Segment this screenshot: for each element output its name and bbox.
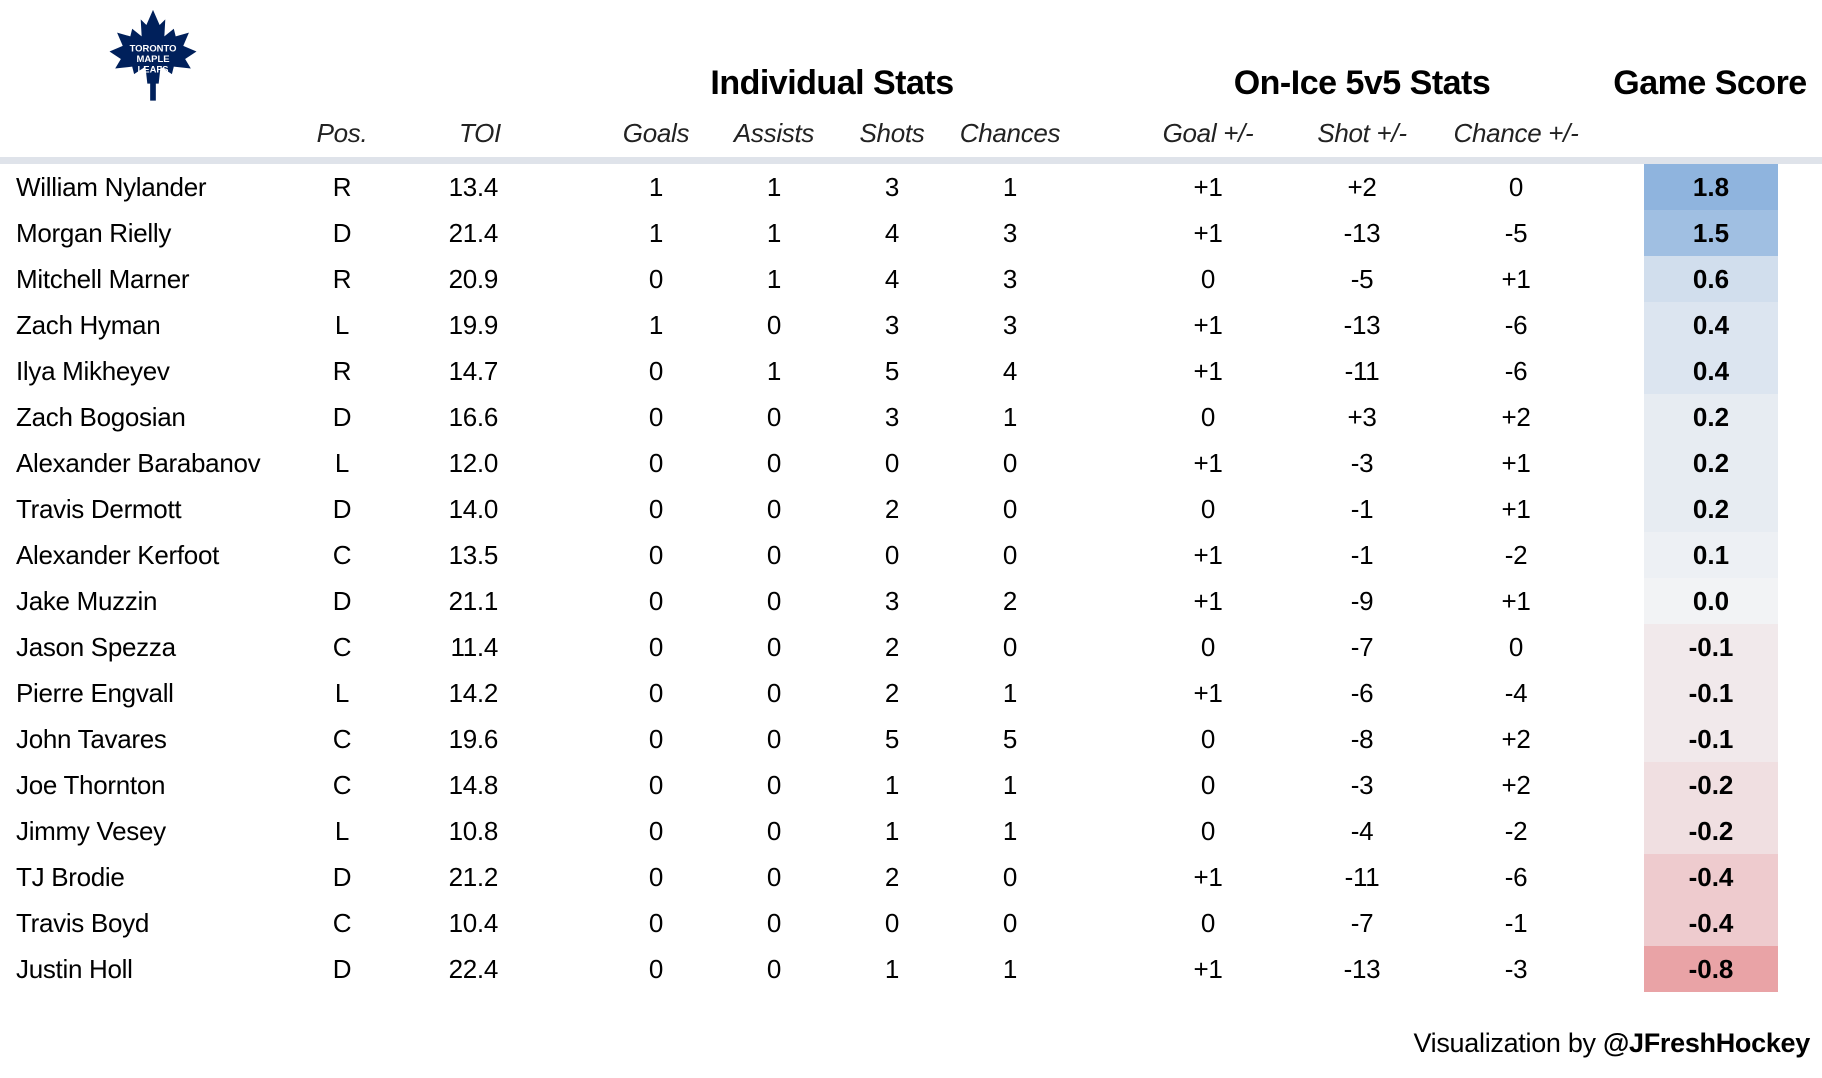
cell-name: Ilya Mikheyev — [16, 356, 170, 386]
cell-toi: 11.4 — [450, 632, 498, 662]
table-row — [0, 716, 1822, 762]
cell-chance-pm: -1 — [1504, 908, 1528, 938]
credit-line — [1413, 1028, 1810, 1059]
cell-toi: 20.9 — [448, 264, 498, 294]
cell-shot-pm: -13 — [1343, 218, 1381, 248]
cell-toi: 16.6 — [448, 402, 498, 432]
cell-pos: D — [332, 402, 352, 432]
cell-chance-pm: +1 — [1501, 494, 1531, 524]
cell-goals: 0 — [648, 954, 664, 984]
game-score-cell: 0.2 — [1644, 440, 1778, 486]
cell-pos: R — [332, 356, 352, 386]
cell-name: William Nylander — [16, 172, 207, 202]
cell-name: Mitchell Marner — [16, 264, 190, 294]
cell-chance-pm: -6 — [1504, 310, 1528, 340]
table-row — [0, 256, 1822, 302]
cell-goals: 0 — [648, 678, 664, 708]
cell-goals: 0 — [648, 264, 664, 294]
cell-shot-pm: -13 — [1343, 954, 1381, 984]
cell-chance-pm: -4 — [1504, 678, 1528, 708]
cell-shots: 2 — [884, 862, 900, 892]
cell-name: Joe Thornton — [16, 770, 166, 800]
cell-goals: 0 — [648, 540, 664, 570]
col-header-chances: Chances — [959, 118, 1061, 148]
cell-toi: 19.9 — [448, 310, 498, 340]
cell-name: Travis Dermott — [16, 494, 182, 524]
cell-goal-pm: +1 — [1193, 310, 1223, 340]
cell-name: Travis Boyd — [16, 908, 149, 938]
on-ice-stats-header: On-Ice 5v5 Stats — [1233, 64, 1491, 102]
cell-name: Justin Holl — [16, 954, 133, 984]
cell-chances: 1 — [1002, 770, 1018, 800]
cell-chance-pm: -3 — [1504, 954, 1528, 984]
cell-chances: 3 — [1002, 218, 1018, 248]
table-row — [0, 210, 1822, 256]
cell-shots: 3 — [884, 402, 900, 432]
cell-pos: C — [332, 908, 352, 938]
cell-chances: 1 — [1002, 402, 1018, 432]
cell-chances: 3 — [1002, 264, 1018, 294]
cell-goal-pm: +1 — [1193, 678, 1223, 708]
table-row — [0, 532, 1822, 578]
cell-toi: 14.2 — [448, 678, 498, 708]
header-divider — [0, 157, 1822, 164]
cell-assists: 1 — [766, 264, 782, 294]
cell-goal-pm: +1 — [1193, 586, 1223, 616]
cell-assists: 0 — [766, 494, 782, 524]
game-score-cell: 0.1 — [1644, 532, 1778, 578]
cell-chances: 1 — [1002, 678, 1018, 708]
cell-name: TJ Brodie — [16, 862, 125, 892]
game-score-cell: -0.4 — [1644, 854, 1778, 900]
cell-assists: 0 — [766, 908, 782, 938]
cell-shots: 0 — [884, 540, 900, 570]
cell-assists: 0 — [766, 310, 782, 340]
cell-goals: 0 — [648, 724, 664, 754]
cell-assists: 0 — [766, 402, 782, 432]
cell-assists: 0 — [766, 678, 782, 708]
cell-name: Alexander Kerfoot — [16, 540, 220, 570]
cell-assists: 0 — [766, 448, 782, 478]
game-score-cell: 0.2 — [1644, 486, 1778, 532]
cell-toi: 13.4 — [448, 172, 498, 202]
cell-pos: D — [332, 218, 352, 248]
individual-stats-header: Individual Stats — [710, 64, 954, 102]
game-score-header: Game Score — [1613, 64, 1807, 102]
cell-chances: 5 — [1002, 724, 1018, 754]
cell-goal-pm: 0 — [1200, 816, 1216, 846]
cell-toi: 14.7 — [448, 356, 498, 386]
cell-shot-pm: -7 — [1350, 908, 1374, 938]
cell-pos: R — [332, 172, 352, 202]
cell-goals: 1 — [648, 218, 664, 248]
cell-name: Jimmy Vesey — [16, 816, 166, 846]
cell-shots: 5 — [884, 356, 900, 386]
cell-name: Jake Muzzin — [16, 586, 158, 616]
table-row — [0, 624, 1822, 670]
cell-goals: 0 — [648, 862, 664, 892]
cell-chance-pm: -5 — [1504, 218, 1528, 248]
cell-goal-pm: 0 — [1200, 770, 1216, 800]
cell-assists: 0 — [766, 540, 782, 570]
cell-chance-pm: +1 — [1501, 264, 1531, 294]
cell-goal-pm: +1 — [1193, 172, 1223, 202]
table-row — [0, 302, 1822, 348]
cell-name: Alexander Barabanov — [16, 448, 261, 478]
cell-toi: 10.8 — [448, 816, 498, 846]
cell-goal-pm: 0 — [1200, 908, 1216, 938]
cell-shots: 0 — [884, 908, 900, 938]
col-header-shots: Shots — [859, 118, 925, 148]
cell-chances: 0 — [1002, 862, 1018, 892]
credit-handle: @JFreshHockey — [1602, 1028, 1810, 1058]
cell-goals: 0 — [648, 494, 664, 524]
cell-shot-pm: -3 — [1350, 448, 1374, 478]
cell-toi: 14.8 — [448, 770, 498, 800]
game-score-cell: -0.1 — [1644, 716, 1778, 762]
table-row — [0, 394, 1822, 440]
game-score-cell: 1.8 — [1644, 164, 1778, 210]
table-row — [0, 486, 1822, 532]
game-score-cell: -0.1 — [1644, 624, 1778, 670]
cell-shot-pm: -7 — [1350, 632, 1374, 662]
table-row — [0, 900, 1822, 946]
cell-goals: 0 — [648, 402, 664, 432]
game-score-cell: 1.5 — [1644, 210, 1778, 256]
col-header-toi: TOI — [459, 118, 501, 148]
cell-shots: 2 — [884, 632, 900, 662]
cell-assists: 0 — [766, 954, 782, 984]
cell-chance-pm: +2 — [1501, 724, 1531, 754]
cell-pos: R — [332, 264, 352, 294]
cell-chances: 4 — [1002, 356, 1018, 386]
player-table — [0, 164, 1822, 992]
cell-goal-pm: 0 — [1200, 632, 1216, 662]
game-score-cell: 0.0 — [1644, 578, 1778, 624]
cell-shot-pm: -13 — [1343, 310, 1381, 340]
cell-goal-pm: +1 — [1193, 540, 1223, 570]
cell-goals: 0 — [648, 448, 664, 478]
cell-shots: 3 — [884, 172, 900, 202]
cell-shot-pm: -4 — [1350, 816, 1374, 846]
cell-name: Jason Spezza — [16, 632, 176, 662]
table-row — [0, 578, 1822, 624]
cell-pos: D — [332, 586, 352, 616]
cell-pos: L — [334, 310, 350, 340]
cell-chance-pm: +2 — [1501, 770, 1531, 800]
game-score-cell: -0.2 — [1644, 808, 1778, 854]
table-row — [0, 440, 1822, 486]
cell-toi: 12.0 — [448, 448, 498, 478]
cell-pos: D — [332, 862, 352, 892]
cell-shots: 3 — [884, 310, 900, 340]
cell-assists: 0 — [766, 724, 782, 754]
cell-name: John Tavares — [16, 724, 167, 754]
cell-chances: 0 — [1002, 540, 1018, 570]
cell-shots: 4 — [884, 264, 900, 294]
cell-shots: 1 — [884, 954, 900, 984]
cell-shot-pm: +3 — [1347, 402, 1377, 432]
cell-shot-pm: -11 — [1344, 862, 1380, 892]
cell-chances: 1 — [1002, 954, 1018, 984]
col-header-assists: Assists — [733, 118, 815, 148]
game-score-cell: -0.8 — [1644, 946, 1778, 992]
col-header-goals: Goals — [622, 118, 690, 148]
table-row — [0, 164, 1822, 210]
logo-text-3: LEAFS — [137, 64, 169, 76]
table-row — [0, 808, 1822, 854]
cell-chance-pm: +1 — [1501, 586, 1531, 616]
game-score-cell: -0.4 — [1644, 900, 1778, 946]
cell-shot-pm: -6 — [1350, 678, 1374, 708]
cell-assists: 1 — [766, 356, 782, 386]
cell-goal-pm: +1 — [1193, 448, 1223, 478]
cell-shots: 3 — [884, 586, 900, 616]
cell-shot-pm: -5 — [1350, 264, 1374, 294]
cell-shot-pm: -9 — [1350, 586, 1374, 616]
cell-toi: 13.5 — [448, 540, 498, 570]
cell-assists: 0 — [766, 770, 782, 800]
cell-toi: 19.6 — [448, 724, 498, 754]
cell-name: Morgan Rielly — [16, 218, 172, 248]
cell-pos: C — [332, 770, 352, 800]
game-score-cell: -0.1 — [1644, 670, 1778, 716]
cell-chances: 0 — [1002, 448, 1018, 478]
credit-prefix: Visualization by — [1413, 1028, 1596, 1058]
cell-chance-pm: -2 — [1504, 540, 1528, 570]
cell-assists: 0 — [766, 816, 782, 846]
cell-pos: L — [334, 448, 350, 478]
table-row — [0, 946, 1822, 992]
table-row — [0, 854, 1822, 900]
col-header-shot-pm: Shot +/- — [1317, 118, 1407, 148]
cell-pos: D — [332, 494, 352, 524]
game-score-cell: 0.4 — [1644, 302, 1778, 348]
game-score-cell: 0.4 — [1644, 348, 1778, 394]
cell-assists: 0 — [766, 632, 782, 662]
cell-chances: 0 — [1002, 494, 1018, 524]
logo-text-2: MAPLE — [136, 53, 170, 65]
cell-shots: 1 — [884, 816, 900, 846]
cell-name: Zach Hyman — [16, 310, 161, 340]
cell-name: Zach Bogosian — [16, 402, 186, 432]
cell-chance-pm: +1 — [1501, 448, 1531, 478]
cell-chances: 1 — [1002, 816, 1018, 846]
logo-text-1: TORONTO — [129, 43, 177, 55]
cell-goals: 0 — [648, 908, 664, 938]
cell-chances: 0 — [1002, 632, 1018, 662]
game-score-cell: 0.6 — [1644, 256, 1778, 302]
cell-name: Pierre Engvall — [16, 678, 174, 708]
cell-goals: 0 — [648, 632, 664, 662]
cell-pos: D — [332, 954, 352, 984]
col-header-goal-pm: Goal +/- — [1162, 118, 1254, 148]
table-row — [0, 670, 1822, 716]
cell-shot-pm: -1 — [1350, 540, 1374, 570]
table-row — [0, 762, 1822, 808]
cell-shot-pm: -3 — [1350, 770, 1374, 800]
cell-shot-pm: +2 — [1347, 172, 1377, 202]
game-score-cell: 0.2 — [1644, 394, 1778, 440]
cell-goals: 0 — [648, 770, 664, 800]
cell-shots: 0 — [884, 448, 900, 478]
cell-toi: 10.4 — [448, 908, 498, 938]
table-row — [0, 348, 1822, 394]
cell-chance-pm: -6 — [1504, 862, 1528, 892]
cell-chances: 0 — [1002, 908, 1018, 938]
cell-shots: 5 — [884, 724, 900, 754]
maple-leaf-logo — [105, 8, 201, 112]
cell-goals: 1 — [648, 172, 664, 202]
cell-chance-pm: 0 — [1508, 172, 1524, 202]
cell-shots: 4 — [884, 218, 900, 248]
cell-toi: 22.4 — [448, 954, 498, 984]
cell-pos: L — [334, 816, 350, 846]
cell-assists: 1 — [766, 218, 782, 248]
cell-goal-pm: 0 — [1200, 724, 1216, 754]
cell-goals: 0 — [648, 816, 664, 846]
cell-pos: C — [332, 540, 352, 570]
cell-chance-pm: 0 — [1508, 632, 1524, 662]
cell-shot-pm: -1 — [1350, 494, 1374, 524]
cell-goal-pm: 0 — [1200, 264, 1216, 294]
cell-goal-pm: +1 — [1193, 862, 1223, 892]
cell-goal-pm: +1 — [1193, 218, 1223, 248]
cell-pos: L — [334, 678, 350, 708]
cell-assists: 0 — [766, 862, 782, 892]
cell-goals: 0 — [648, 586, 664, 616]
cell-chances: 2 — [1002, 586, 1018, 616]
cell-goal-pm: +1 — [1193, 356, 1223, 386]
cell-pos: C — [332, 724, 352, 754]
cell-shot-pm: -8 — [1350, 724, 1374, 754]
game-score-cell: -0.2 — [1644, 762, 1778, 808]
cell-goal-pm: 0 — [1200, 402, 1216, 432]
col-header-chance-pm: Chance +/- — [1453, 118, 1579, 148]
cell-toi: 21.4 — [448, 218, 498, 248]
cell-chance-pm: -2 — [1504, 816, 1528, 846]
cell-shot-pm: -11 — [1344, 356, 1380, 386]
cell-assists: 1 — [766, 172, 782, 202]
cell-pos: C — [332, 632, 352, 662]
cell-toi: 21.2 — [448, 862, 498, 892]
cell-chance-pm: -6 — [1504, 356, 1528, 386]
cell-assists: 0 — [766, 586, 782, 616]
cell-goal-pm: 0 — [1200, 494, 1216, 524]
cell-shots: 2 — [884, 494, 900, 524]
cell-chances: 3 — [1002, 310, 1018, 340]
cell-shots: 1 — [884, 770, 900, 800]
cell-toi: 14.0 — [448, 494, 498, 524]
cell-goal-pm: +1 — [1193, 954, 1223, 984]
cell-toi: 21.1 — [448, 586, 498, 616]
cell-chances: 1 — [1002, 172, 1018, 202]
cell-chance-pm: +2 — [1501, 402, 1531, 432]
col-header-pos: Pos. — [316, 118, 368, 148]
cell-shots: 2 — [884, 678, 900, 708]
cell-goals: 0 — [648, 356, 664, 386]
cell-goals: 1 — [648, 310, 664, 340]
